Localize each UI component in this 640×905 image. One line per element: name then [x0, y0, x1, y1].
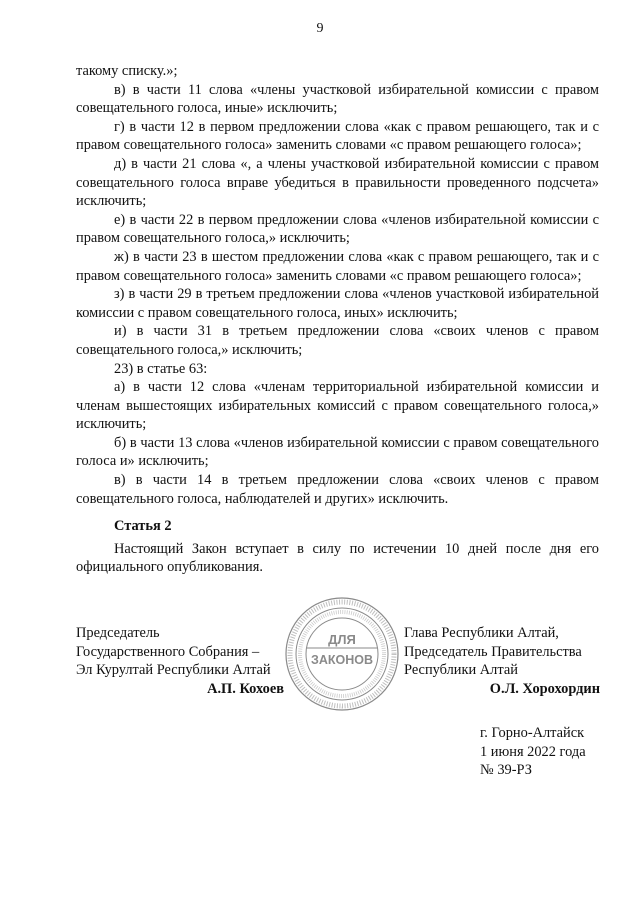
- stamp-text-line-2: ЗАКОНОВ: [311, 653, 373, 667]
- signatory-name: О.Л. Хорохордин: [489, 680, 600, 697]
- stamp-text-line-1: ДЛЯ: [328, 632, 356, 647]
- place-date-number: [480, 724, 620, 780]
- paragraph: з) в части 29 в третьем предложении слова «членов участковой избирательной комиссии с правом совещательного голоса, иных» исключить;: [76, 286, 599, 321]
- paragraph: е) в части 22 в первом предложении слова «членов избирательной комиссии с правом совещательного голоса,» исключить;: [76, 211, 599, 247]
- signature-title-line: Республики Алтай: [404, 662, 518, 679]
- paragraph: в) в части 14 в третьем предложении слова «своих членов с правом совещательного голоса, наблюдателей и других» исключить.: [76, 472, 599, 507]
- document-body: [76, 62, 599, 577]
- article-text: Настоящий Закон вступает в силу по истечении 10 дней после дня его официального опубликования.: [76, 540, 599, 576]
- official-stamp: [284, 596, 400, 712]
- signatory-name: А.П. Кохоев: [207, 680, 284, 697]
- date-line: 1 июня 2022 года: [480, 743, 586, 760]
- signature-title-line: Глава Республики Алтай,: [404, 625, 559, 641]
- paragraph: а) в части 12 слова «членам территориальной избирательной комиссии и членам вышестоящих избирательных комиссий с правом совещательного голоса,» исключить;: [76, 379, 599, 433]
- signature-title-line: Председатель Правительства: [404, 643, 582, 660]
- paragraph: 23) в статье 63:: [114, 360, 208, 377]
- signature-title-line: Председатель: [76, 625, 160, 641]
- paragraph: в) в части 11 слова «члены участковой избирательной комиссии с правом совещательного голоса, иные» исключить;: [76, 81, 599, 117]
- paragraph: такому списку.»;: [76, 63, 178, 79]
- signature-block-left: [76, 624, 286, 698]
- place-line: г. Горно-Алтайск: [480, 725, 585, 741]
- paragraph: д) в части 21 слова «, а члены участковой избирательной комиссии с правом совещательного голоса вправе убедиться в правильности проведенного подсчета» исключить;: [76, 155, 599, 210]
- paragraph: г) в части 12 в первом предложении слова «как с правом решающего, так и с правом совещательного голоса» заменить словами «с правом решающего голоса»;: [76, 118, 599, 154]
- signature-title-line: Эл Курултай Республики Алтай: [76, 662, 271, 679]
- paragraph: и) в части 31 в третьем предложении слова «своих членов с правом совещательного голоса,» исключить;: [76, 323, 599, 358]
- signature-title-line: Государственного Собрания –: [76, 643, 260, 660]
- paragraph: б) в части 13 слова «членов избирательной комиссии с правом совещательного голоса и» исключить;: [76, 434, 599, 470]
- law-number-line: № 39-РЗ: [480, 762, 532, 779]
- signature-block-right: [404, 624, 600, 698]
- paragraph: ж) в части 23 в шестом предложении слова «как с правом решающего, так и с правом совещательного голоса» заменить словами «с правом решающего голоса»;: [76, 248, 599, 284]
- article-heading: Статья 2: [114, 518, 172, 535]
- page-number: 9: [316, 21, 324, 36]
